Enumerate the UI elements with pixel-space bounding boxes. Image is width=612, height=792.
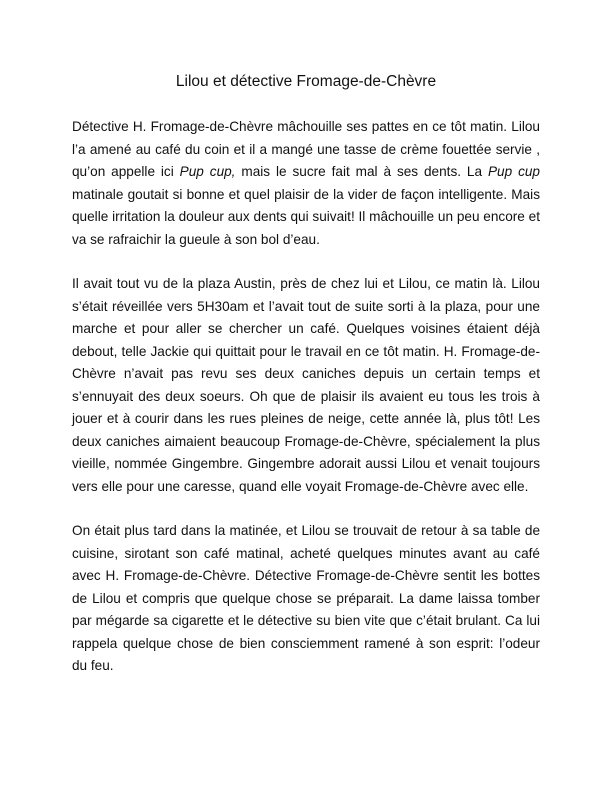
italic-term: Pup cup xyxy=(487,164,540,179)
paragraph-3 xyxy=(72,520,540,678)
document-title: Lilou et détective Fromage-de-Chèvre xyxy=(175,73,437,90)
paragraph-text: mais le sucre fait mal à ses dents. La xyxy=(235,164,488,179)
paragraph-text: On était plus tard dans la matinée, et Lilou se trouvait de retour à sa table de cuisine, sirotant son café matinal, acheté quelques minutes avant au café avec H. Fromage-de-Chèvre. Détective Fromage-de-Chèvre sentit les bottes de Lilou et compris que quelque chose se préparait. La dame laissa tomber par mégarde sa cigarette et le détective su bien vite que c’était brulant. Ca lui rappela quelque chose de bien consciemment ramené à son esprit: l’odeur du feu. xyxy=(72,523,540,673)
paragraph-text: Détective H. Fromage-de-Chèvre mâchouille ses pattes en ce tôt matin. Lilou l’a amené au café du coin et il a mangé une tasse de crème fouettée servie , qu’on appelle ici xyxy=(72,119,540,179)
paragraph-text: Il avait tout vu de la plaza Austin, près de chez lui et Lilou, ce matin là. Lilou s’était réveillée vers 5H30am et l’avait tout de suite sorti à la plaza, pour une marche et pour aller se chercher un café. Quelques voisines étaient déjà debout, telle Jackie qui quittait pour le travail en ce tôt matin. H. Fromage-de-Chèvre n’avait pas revu ses deux caniches depuis un certain temps et s’ennuyait des deux soeurs. Oh que de plaisir ils avaient eu tous les trois à jouer et à courir dans les rues pleines de neige, cette année là, plus tôt! Les deux caniches aimaient beaucoup Fromage-de-Chèvre, spécialement la plus vieille, nommée Gingembre. Gingembre adorait aussi Lilou et venait toujours vers elle pour une caresse, quand elle voyait Fromage-de-Chèvre avec elle. xyxy=(72,276,540,494)
paragraph-text: matinale goutait si bonne et quel plaisir de la vider de façon intelligente. Mais quelle irritation la douleur aux dents qui suivait! Il mâchouille un peu encore et va se rafraichir la gueule à son bol d’eau. xyxy=(72,186,540,247)
paragraph-1 xyxy=(72,116,540,251)
paragraph-2 xyxy=(72,273,540,498)
italic-term: Pup cup, xyxy=(179,164,236,179)
